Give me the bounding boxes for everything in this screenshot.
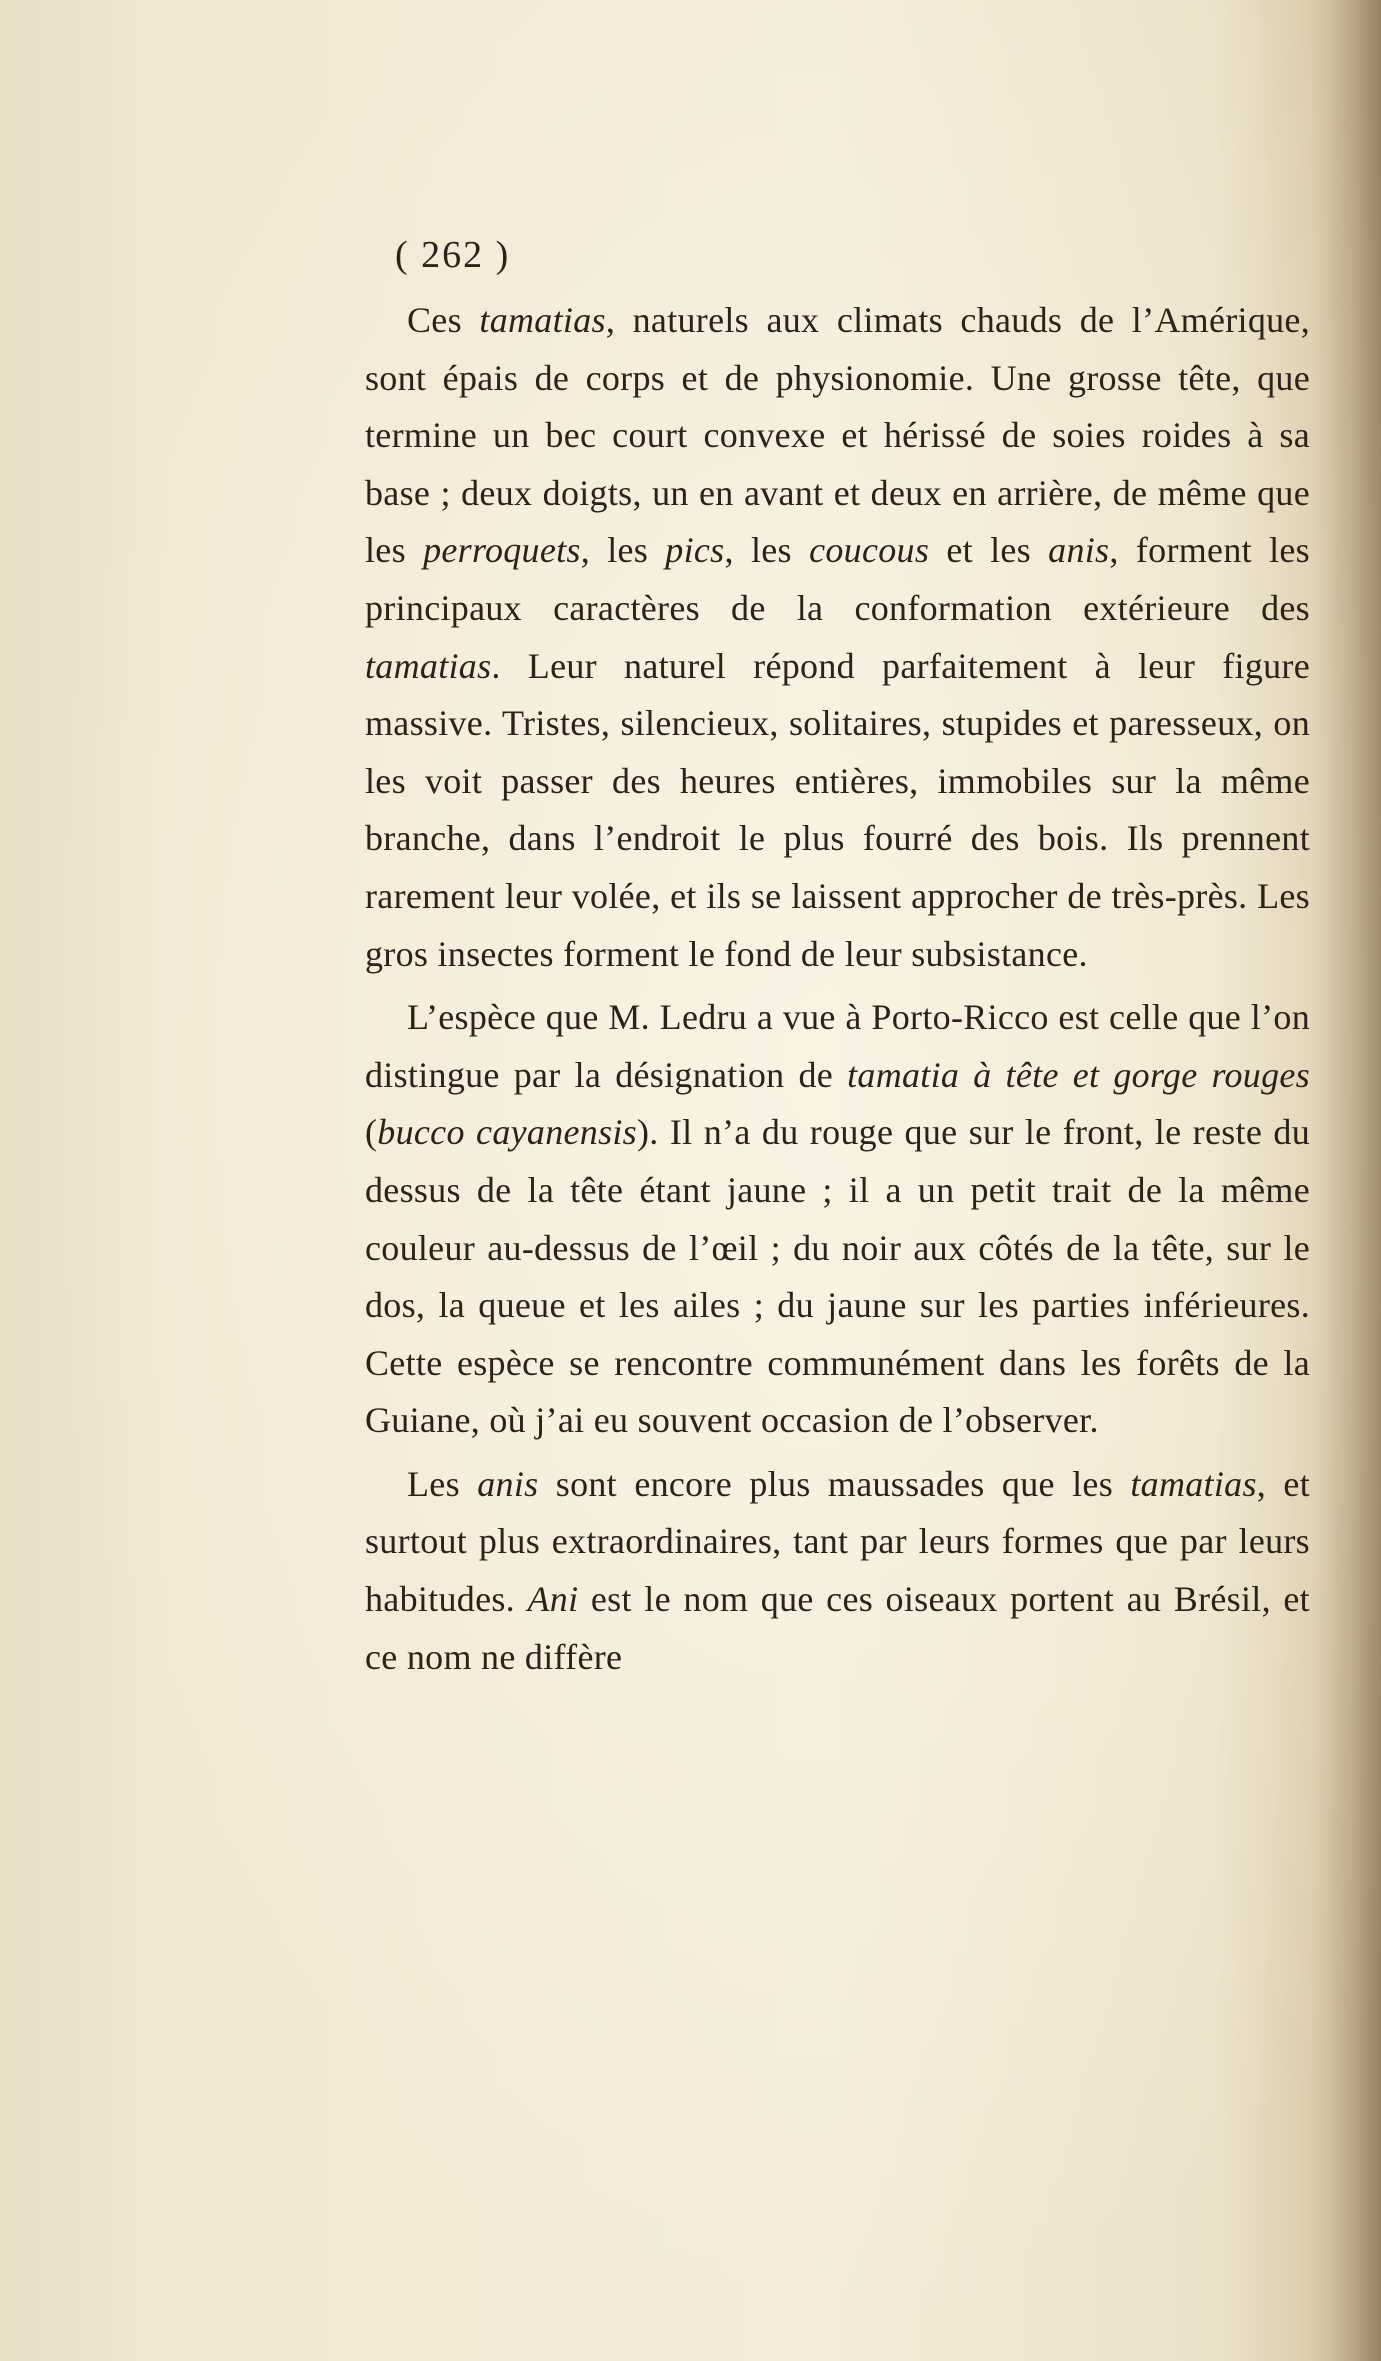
text-segment: , les xyxy=(580,530,666,571)
paragraph-ledru-species xyxy=(365,989,1310,1450)
text-segment-italic: anis xyxy=(1048,530,1110,571)
text-segment-italic: tamatia à tête et gorge rouges xyxy=(847,1054,1310,1095)
text-segment-italic: perroquets xyxy=(423,530,581,571)
text-segment: , naturels aux climats chauds de l’Amérique, sont épais de corps et de physionomie. Une grosse tête, que termine un bec court convexe et hérissé de soies roides à sa base ; deux doigts, un en avant et deux en arrière, de même que les xyxy=(365,300,1311,571)
text-segment-italic: bucco cayanensis xyxy=(377,1112,637,1153)
paragraph-tamatias-description xyxy=(365,292,1310,983)
text-segment-italic: anis xyxy=(477,1463,539,1504)
text-segment: ( xyxy=(365,1112,378,1153)
text-segment: Ces xyxy=(407,300,480,340)
page-text-block xyxy=(365,228,1310,1686)
text-segment-italic: tamatias xyxy=(479,300,606,340)
text-segment: et les xyxy=(929,530,1049,571)
text-segment: Les xyxy=(407,1463,478,1504)
text-segment: , les xyxy=(724,530,810,571)
text-segment: ). Il n’a du rouge que sur le front, le reste du dessus de la tête étant jaune ; il a un petit trait de la même couleur au-dessus de l’œil ; du noir aux côtés de la tête, sur le dos, la queue et les ailes ; du jaune sur les parties inférieures. Cette espèce se rencontre communément dans les forêts de la Guiane, où j’ai eu souvent occasion de l’observer. xyxy=(365,1112,1310,1441)
text-segment: , forment les principaux caractères de la conformation extérieure des xyxy=(365,530,1310,628)
page-number: ( 262 ) xyxy=(395,234,511,276)
text-segment: . Leur naturel répond parfaitement à leur figure massive. Tristes, silencieux, solitaires, stupides et paresseux, on les voit passer des heures entières, immobiles sur la même branche, dans l’endroit le plus fourré des bois. Ils prennent rarement leur volée, et ils se laissent approcher de très-près. Les gros insectes forment le fond de leur subsistance. xyxy=(365,645,1310,974)
text-segment: L’espèce que M. Ledru a vue à Porto-Ricco est celle que l’on distingue par la désignation de xyxy=(365,997,1310,1095)
text-segment-italic: tamatias xyxy=(1130,1463,1257,1504)
text-segment: , et surtout plus extraordinaires, tant par leurs formes que par leurs habitudes. xyxy=(365,1463,1310,1620)
text-segment-italic: coucous xyxy=(809,530,930,571)
text-segment: sont encore plus maussades que les xyxy=(538,1463,1131,1504)
paragraph-anis xyxy=(365,1456,1310,1686)
text-segment-italic: tamatias xyxy=(365,645,492,686)
text-segment-italic: Ani xyxy=(527,1579,579,1620)
text-segment: est le nom que ces oiseaux portent au Brésil, et ce nom ne diffère xyxy=(365,1579,1310,1677)
text-segment-italic: pics xyxy=(665,530,725,571)
page-edge-shadow xyxy=(1311,0,1381,2361)
